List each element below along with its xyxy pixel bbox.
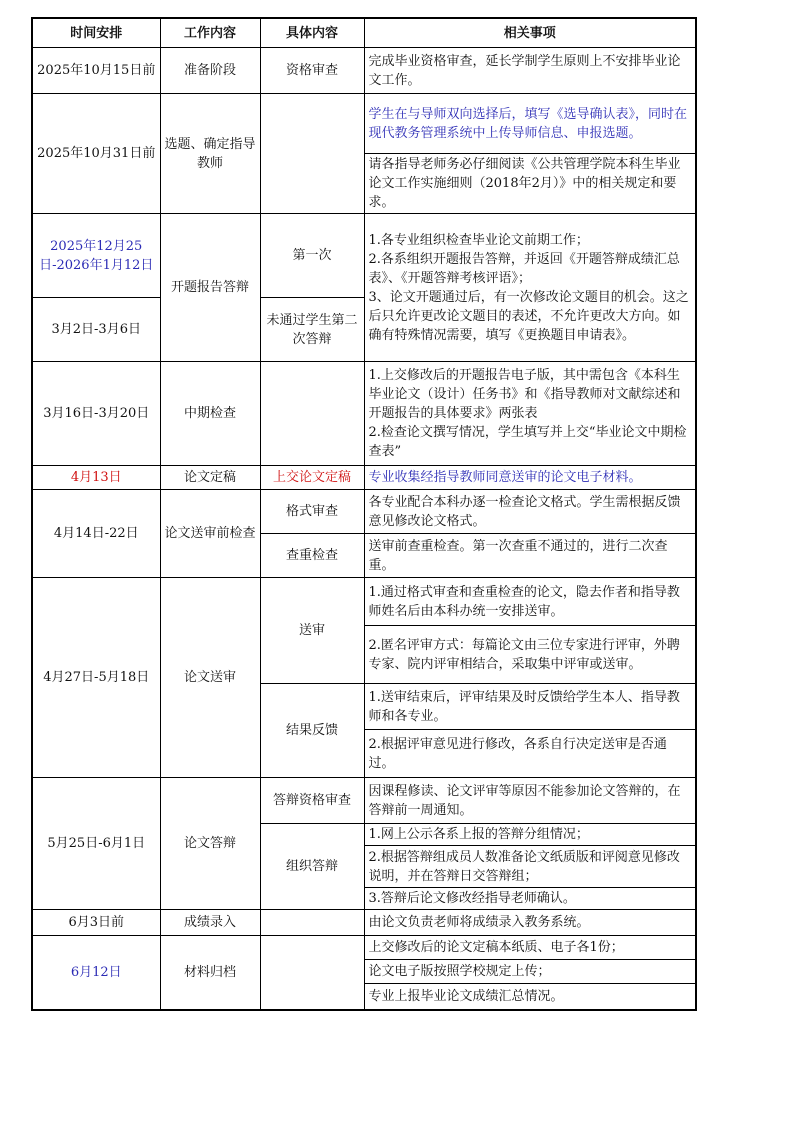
detail-cell: 格式审查 — [260, 490, 364, 534]
table-row — [32, 94, 696, 154]
work-cell: 选题、确定指导教师 — [160, 94, 260, 214]
time-cell: 4月14日-22日 — [32, 490, 160, 578]
work-cell: 成绩录入 — [160, 910, 260, 936]
table-row — [32, 936, 696, 960]
table-row — [32, 48, 696, 94]
note-cell: 2.匿名评审方式：每篇论文由三位专家进行评审，外聘专家、院内评审相结合，采取集中评审或送审。 — [364, 626, 696, 684]
table-row — [32, 466, 696, 490]
time-cell: 2025年12月25日-2026年1月12日 — [32, 214, 160, 298]
detail-cell — [260, 936, 364, 1010]
time-cell: 4月13日 — [32, 466, 160, 490]
table-row — [32, 362, 696, 466]
time-cell: 2025年10月31日前 — [32, 94, 160, 214]
detail-cell: 资格审查 — [260, 48, 364, 94]
detail-cell: 上交论文定稿 — [260, 466, 364, 490]
note-cell: 由论文负责老师将成绩录入教务系统。 — [364, 910, 696, 936]
header-notes: 相关事项 — [364, 18, 696, 48]
header-work: 工作内容 — [160, 18, 260, 48]
note-cell: 因课程修读、论文评审等原因不能参加论文答辩的，在答辩前一周通知。 — [364, 778, 696, 824]
table-row — [32, 578, 696, 626]
work-cell: 论文定稿 — [160, 466, 260, 490]
note-cell: 请各指导老师务必仔细阅读《公共管理学院本科生毕业论文工作实施细则（2018年2月）》中的相关规定和要求。 — [364, 154, 696, 214]
detail-cell — [260, 362, 364, 466]
schedule-table — [31, 17, 697, 1011]
time-cell: 6月12日 — [32, 936, 160, 1010]
work-cell: 准备阶段 — [160, 48, 260, 94]
note-cell: 3.答辩后论文修改经指导老师确认。 — [364, 888, 696, 910]
time-cell: 3月16日-3月20日 — [32, 362, 160, 466]
note-cell: 1.网上公示各系上报的答辩分组情况； — [364, 824, 696, 846]
note-cell: 学生在与导师双向选择后，填写《选导确认表》，同时在现代教务管理系统中上传导师信息、申报选题。 — [364, 94, 696, 154]
table-row — [32, 214, 696, 298]
work-cell: 开题报告答辩 — [160, 214, 260, 362]
note-cell: 1.通过格式审查和查重检查的论文，隐去作者和指导教师姓名后由本科办统一安排送审。 — [364, 578, 696, 626]
note-cell: 上交修改后的论文定稿本纸质、电子各1份； — [364, 936, 696, 960]
note-cell: 1.上交修改后的开题报告电子版，其中需包含《本科生毕业论文（设计）任务书》和《指导教师对文献综述和开题报告的具体要求》两张表 2.检查论文撰写情况，学生填写并上交“毕业论文中期检查表” — [364, 362, 696, 466]
note-cell: 论文电子版按照学校规定上传； — [364, 960, 696, 984]
work-cell: 论文送审 — [160, 578, 260, 778]
work-cell: 论文送审前检查 — [160, 490, 260, 578]
time-cell: 3月2日-3月6日 — [32, 298, 160, 362]
note-cell: 送审前查重检查。第一次查重不通过的，进行二次查重。 — [364, 534, 696, 578]
header-time: 时间安排 — [32, 18, 160, 48]
note-cell: 1.送审结束后，评审结果及时反馈给学生本人、指导教师和各专业。 — [364, 684, 696, 730]
note-cell: 1.各专业组织检查毕业论文前期工作； 2.各系组织开题报告答辩，并返回《开题答辩成绩汇总表》、《开题答辩考核评语》； 3、论文开题通过后，有一次修改论文题目的机会。这之后只允许更改论文题目的表述，不允许更改大方向。如确有特殊情况需要，填写《更换题目申请表》。 — [364, 214, 696, 362]
table-row — [32, 778, 696, 824]
note-cell: 各专业配合本科办逐一检查论文格式。学生需根据反馈意见修改论文格式。 — [364, 490, 696, 534]
detail-cell — [260, 910, 364, 936]
note-cell: 专业上报毕业论文成绩汇总情况。 — [364, 984, 696, 1010]
note-cell: 2.根据答辩组成员人数准备论文纸质版和评阅意见修改说明，并在答辩日交答辩组； — [364, 846, 696, 888]
detail-cell: 组织答辩 — [260, 824, 364, 910]
work-cell: 材料归档 — [160, 936, 260, 1010]
detail-cell: 查重检查 — [260, 534, 364, 578]
work-cell: 论文答辩 — [160, 778, 260, 910]
note-cell: 专业收集经指导教师同意送审的论文电子材料。 — [364, 466, 696, 490]
note-cell: 2.根据评审意见进行修改，各系自行决定送审是否通过。 — [364, 730, 696, 778]
detail-cell: 第一次 — [260, 214, 364, 298]
table-row — [32, 490, 696, 534]
note-cell: 完成毕业资格审查，延长学制学生原则上不安排毕业论文工作。 — [364, 48, 696, 94]
time-cell: 5月25日-6月1日 — [32, 778, 160, 910]
table-row — [32, 910, 696, 936]
detail-cell — [260, 94, 364, 214]
time-cell: 4月27日-5月18日 — [32, 578, 160, 778]
detail-cell: 答辩资格审查 — [260, 778, 364, 824]
work-cell: 中期检查 — [160, 362, 260, 466]
header-detail: 具体内容 — [260, 18, 364, 48]
time-cell: 2025年10月15日前 — [32, 48, 160, 94]
detail-cell: 未通过学生第二次答辩 — [260, 298, 364, 362]
detail-cell: 送审 — [260, 578, 364, 684]
detail-cell: 结果反馈 — [260, 684, 364, 778]
time-cell: 6月3日前 — [32, 910, 160, 936]
header-row — [32, 18, 696, 48]
